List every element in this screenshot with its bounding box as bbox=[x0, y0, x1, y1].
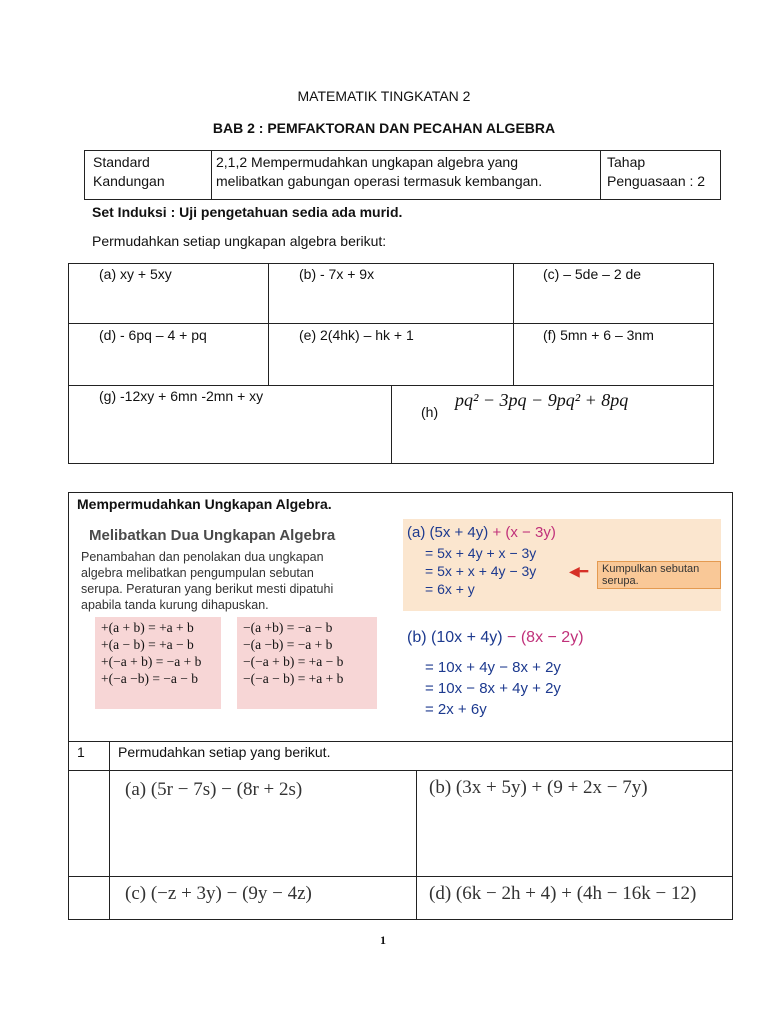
standard-label-cell: Standard Kandungan bbox=[85, 151, 212, 200]
textbook-panel-left bbox=[77, 519, 397, 739]
box-title: Melibatkan Dua Ungkapan Algebra bbox=[89, 527, 336, 544]
ex-b-label: (b) (10x + 4y) bbox=[407, 629, 503, 646]
rules-minus-box: −(a +b) = −a − b −(a −b) = −a + b −(−a + b) = +a − b −(−a − b) = +a + b bbox=[237, 617, 377, 709]
item-d: (d) - 6pq – 4 + pq bbox=[99, 327, 207, 343]
chapter-title: BAB 2 : PEMFAKTORAN DAN PECAHAN ALGEBRA bbox=[212, 120, 556, 136]
exercise-d: (d) (6k − 2h + 4) + (4h − 16k − 12) bbox=[429, 883, 697, 904]
ex-b-step-2: = 10x − 8x + 4y + 2y bbox=[425, 680, 561, 697]
ex-a-label: (a) (5x + 4y) bbox=[407, 524, 489, 541]
textbook-panel-right bbox=[403, 519, 721, 739]
rules-plus-box: +(a + b) = +a + b +(a − b) = +a − b +(−a + b) = −a + b +(−a −b) = −a − b bbox=[95, 617, 221, 709]
ex-a-second: + (x − 3y) bbox=[492, 524, 556, 541]
exercise-c: (c) (−z + 3y) − (9y − 4z) bbox=[125, 883, 312, 904]
desc-line-3: serupa. Peraturan yang berikut mesti dipatuhi bbox=[81, 582, 334, 596]
subject-title: MATEMATIK TINGKATAN 2 bbox=[297, 88, 471, 104]
desc-line-2: algebra melibatkan pengumpulan sebutan bbox=[81, 566, 314, 580]
arrow-left-icon: ◀━ bbox=[569, 563, 589, 579]
notes-heading: Mempermudahkan Ungkapan Algebra. bbox=[77, 496, 332, 512]
induction-instruction: Permudahkan setiap ungkapan algebra berikut: bbox=[92, 233, 387, 249]
standard-content-cell: 2,1,2 Mempermudahkan ungkapan algebra yang melibatkan gabungan operasi termasuk kembangan. bbox=[212, 151, 601, 200]
item-g: (g) -12xy + 6mn -2mn + xy bbox=[99, 388, 264, 404]
exercise-number: 1 bbox=[77, 744, 85, 760]
standard-table bbox=[84, 150, 721, 200]
ex-a-step-2: = 5x + x + 4y − 3y bbox=[425, 563, 537, 579]
desc-line-4: apabila tanda kurung dihapuskan. bbox=[81, 598, 269, 612]
ex-b-step-1: = 10x + 4y − 8x + 2y bbox=[425, 659, 561, 676]
ex-b-step-3: = 2x + 6y bbox=[425, 701, 487, 718]
notes-section bbox=[68, 492, 733, 920]
induction-title: Set Induksi : Uji pengetahuan sedia ada murid. bbox=[92, 204, 403, 220]
item-h-expression: pq² − 3pq − 9pq² + 8pq bbox=[455, 390, 629, 410]
ex-b-second: − (8x − 2y) bbox=[507, 629, 584, 646]
induction-grid bbox=[68, 263, 714, 464]
item-h-label: (h) bbox=[421, 404, 439, 420]
item-a: (a) xy + 5xy bbox=[99, 266, 172, 282]
exercise-b: (b) (3x + 5y) + (9 + 2x − 7y) bbox=[429, 777, 648, 798]
exercise-a: (a) (5r − 7s) − (8r + 2s) bbox=[125, 779, 303, 800]
exercise-instruction: Permudahkan setiap yang berikut. bbox=[118, 744, 331, 760]
desc-line-1: Penambahan dan penolakan dua ungkapan bbox=[81, 550, 324, 564]
mastery-level-cell: Tahap Penguasaan : 2 bbox=[601, 151, 721, 200]
callout-box: Kumpulkan sebutan serupa. bbox=[597, 561, 721, 589]
item-b: (b) - 7x + 9x bbox=[299, 266, 375, 282]
item-e: (e) 2(4hk) – hk + 1 bbox=[299, 327, 414, 343]
ex-a-step-1: = 5x + 4y + x − 3y bbox=[425, 545, 537, 561]
item-c: (c) – 5de – 2 de bbox=[543, 266, 642, 282]
ex-a-step-3: = 6x + y bbox=[425, 581, 475, 597]
item-f: (f) 5mn + 6 – 3nm bbox=[543, 327, 654, 343]
page-number: 1 bbox=[380, 933, 386, 947]
